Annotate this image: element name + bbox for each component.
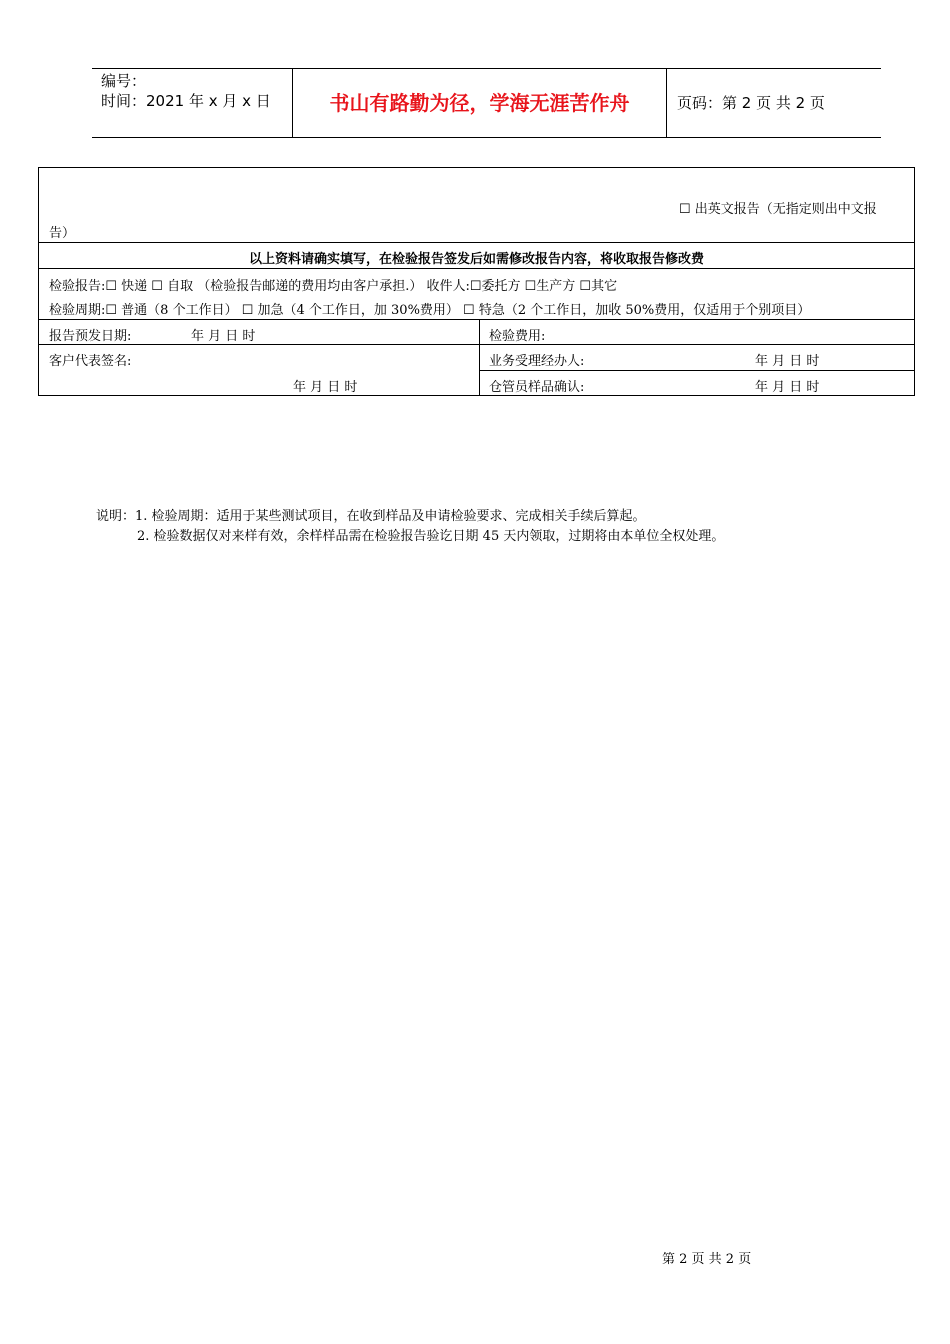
english-report-option-cont: 告） — [49, 226, 76, 241]
inspection-form-table — [38, 167, 915, 396]
row-divider — [39, 344, 914, 345]
handler-label: 业务受理经办人: — [489, 354, 585, 369]
inspection-fee-label: 检验费用: — [489, 329, 546, 344]
warehouse-confirm-label: 仓管员样品确认: — [489, 380, 585, 395]
warehouse-confirm-date[interactable]: 年 月 日 时 — [755, 380, 820, 395]
column-divider — [479, 319, 480, 396]
report-delivery-row[interactable]: 检验报告:☐ 快递 ☐ 自取 （检验报告邮递的费用均由客户承担.） 收件人:☐委托方 ☐生产方 ☐其它 — [49, 279, 618, 294]
english-report-option[interactable]: ☐ 出英文报告（无指定则出中文报 — [679, 202, 877, 217]
note-1: 说明：1. 检验周期：适用于某些测试项目，在收到样品及申请检验要求、完成相关手续后算起。 — [96, 509, 646, 524]
row-divider — [479, 370, 914, 371]
row-divider — [39, 242, 914, 243]
inspection-period-row[interactable]: 检验周期:☐ 普通（8 个工作日） ☐ 加急（4 个工作日，加 30%费用） ☐ 特急（2 个工作日，加收 50%费用，仅适用于个别项目） — [49, 303, 811, 318]
header-info — [92, 69, 292, 137]
document-number: 编号： — [101, 72, 147, 90]
document-time: 时间：2021 年 x 月 x 日 — [101, 92, 271, 110]
client-signature-label: 客户代表签名: — [49, 354, 132, 369]
modification-notice: 以上资料请确实填写，在检验报告签发后如需修改报告内容，将收取报告修改费 — [248, 252, 704, 267]
issue-date-field[interactable]: 年 月 日 时 — [191, 329, 256, 344]
client-signature-date[interactable]: 年 月 日 时 — [293, 380, 358, 395]
issue-date-label: 报告预发日期: — [49, 329, 132, 344]
page-header — [92, 68, 881, 138]
note-2: 2. 检验数据仅对来样有效，余样样品需在检验报告验讫日期 45 天内领取，过期将由本单位全权处理。 — [137, 529, 725, 544]
row-divider — [39, 319, 914, 320]
page-number: 页码：第 2 页 共 2 页 — [677, 94, 825, 112]
page-footer: 第 2 页 共 2 页 — [662, 1252, 752, 1267]
handler-date[interactable]: 年 月 日 时 — [755, 354, 820, 369]
motto-text: 书山有路勤为径，学海无涯苦作舟 — [292, 69, 667, 137]
row-divider — [39, 268, 914, 269]
